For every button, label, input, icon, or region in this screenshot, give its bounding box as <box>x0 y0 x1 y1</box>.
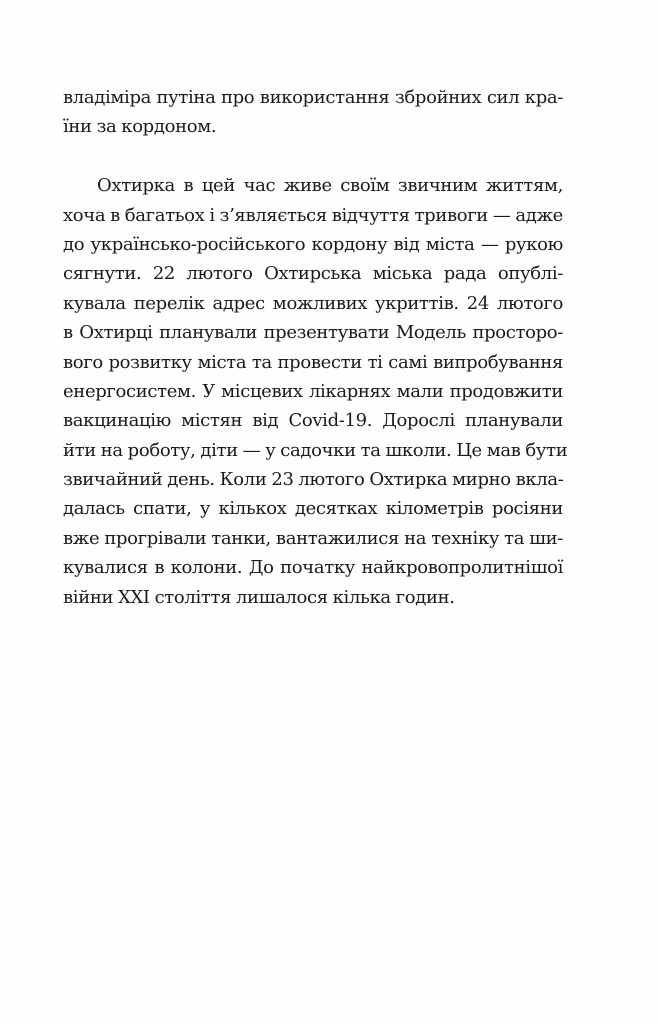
text-line: Охтирка в цей час живе своїм звичним життям, <box>97 175 563 197</box>
text-line: хоча в багатьох і з’являється відчуття тривоги — адже <box>63 204 563 226</box>
text-line: війни XXI століття лишалося кілька годин. <box>63 586 455 608</box>
text-line: енергосистем. У місцевих лікарнях мали продовжити <box>63 380 563 402</box>
text-line: владіміра путіна про використання збройних сил кра- <box>63 87 563 108</box>
text-line: далась спати, у кількох десятках кілометрів росіяни <box>63 498 563 520</box>
text-line: вакцинацію містян від Covid-19. Дорослі планували <box>63 410 563 432</box>
text-line: їни за кордоном. <box>63 116 217 138</box>
text-line: вже прогрівали танки, вантажилися на техніку та ши- <box>63 527 563 549</box>
paragraph-gap <box>63 142 563 171</box>
paragraph-continuation <box>63 83 563 142</box>
text-line: в Охтирці планували презентувати Модель просторо- <box>63 322 563 344</box>
text-line: сягнути. 22 лютого Охтирська міська рада опублі- <box>63 263 563 285</box>
text-line: до українсько-російського кордону від міста — рукою <box>63 233 563 255</box>
text-line: кувала перелік адрес можливих укриттів. 24 лютого <box>63 292 563 314</box>
text-line: звичайний день. Коли 23 лютого Охтирка мирно вкла- <box>63 469 564 491</box>
text-line: кувалися в колони. До початку найкровопролитнішої <box>63 557 563 579</box>
text-line: йти на роботу, діти — у садочки та школи. Це мав бути <box>63 439 568 461</box>
text-line: вого розвитку міста та провести ті самі випробування <box>63 351 563 373</box>
body-text <box>63 83 568 612</box>
paragraph-okhtyrka <box>63 171 568 612</box>
